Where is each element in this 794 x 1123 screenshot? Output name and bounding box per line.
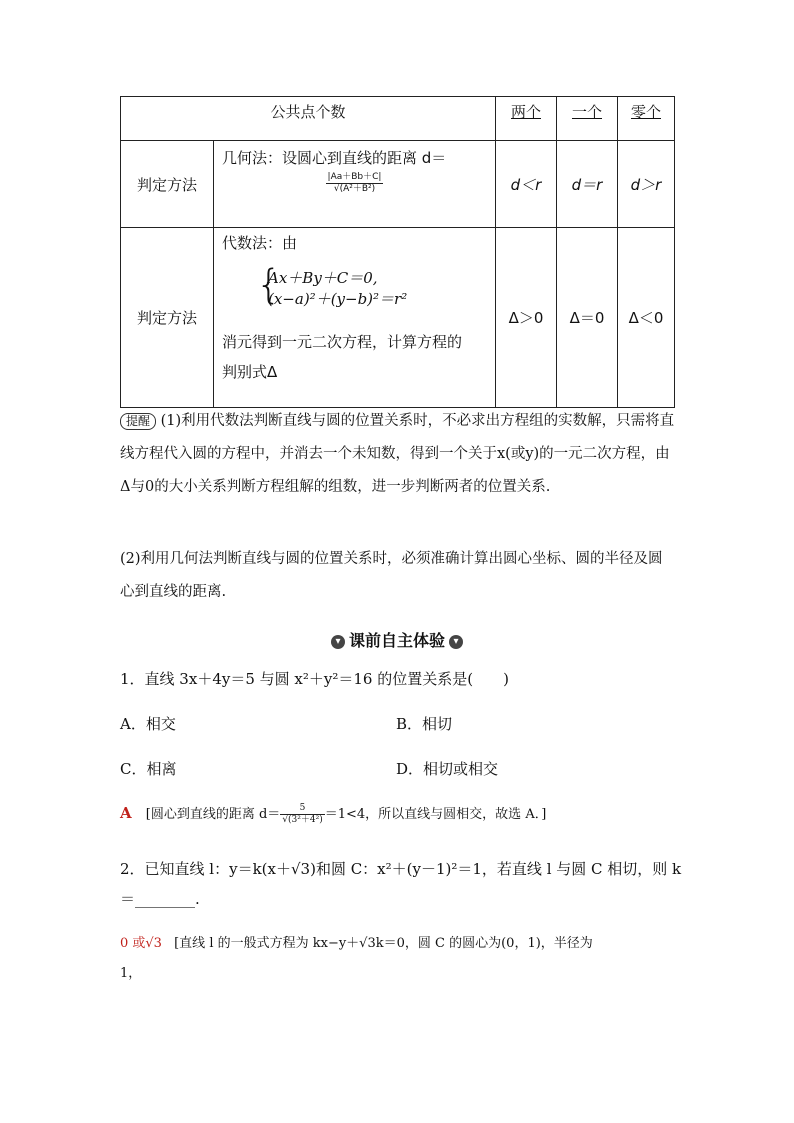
equation-system: { Ax＋By＋C＝0, (x−a)²＋(y−b)²＝r² [256, 262, 408, 308]
method-label: 判定方法 [121, 141, 214, 228]
question-2-blank: ＝________. [120, 890, 200, 908]
algebraic-method-intro: 代数法：由 [222, 234, 298, 252]
algebraic-method-cell [214, 228, 496, 408]
comparison-table [120, 96, 675, 408]
chevron-down-icon: ▾ [331, 635, 345, 649]
case-zero-alg: Δ＜0 [618, 228, 675, 408]
section-heading: ▾ 课前自主体验 ▾ [0, 628, 794, 651]
case-two-geom: d＜r [496, 141, 557, 228]
tip-paragraph-1: 提醒 (1)利用代数法判断直线与圆的位置关系时，不必求出方程组的实数解，只需将直线方程代入圆的方程中，并消去一个未知数，得到一个关于x(或y)的一元二次方程，由Δ与0的大小关系判断方程组解的组数，进一步判断两者的位置关系. [120, 413, 675, 495]
geometric-method-text: 几何法：设圆心到直线的距离 d＝ [222, 149, 447, 167]
tip-paragraph-2: (2)利用几何法判断直线与圆的位置关系时，必须准确计算出圆心坐标、圆的半径及圆心到直线的距离. [120, 551, 663, 600]
question-2-answer: 0 或√3 [直线 l 的一般式方程为 kx−y＋√3k＝0，圆 C 的圆心为(0，1)，半径为 [120, 936, 593, 951]
option-b: B．相切 [396, 715, 453, 733]
header-common-points: 公共点个数 [121, 97, 496, 141]
option-c: C．相离 [120, 760, 177, 778]
question-1-answer: A [圆心到直线的距离 d＝ $\frac{5}{\text{√(3²＋4²)}}$ ＝1<4，所以直线与圆相交，故选 A．] [120, 803, 547, 825]
question-2-stem: 2．已知直线 l：y＝k(x＋√3)和圆 C：x²＋(y－1)²＝1，若直线 l 与圆 C 相切，则 k [120, 860, 682, 878]
algebraic-method-desc: 消元得到一元二次方程，计算方程的 判别式Δ [222, 333, 463, 381]
option-d: D．相切或相交 [396, 760, 499, 778]
geometric-method-cell [214, 141, 496, 228]
question-1-stem: 1．直线 3x＋4y＝5 与圆 x²＋y²＝16 的位置关系是( ) [120, 670, 509, 688]
option-a: A．相交 [120, 715, 176, 733]
header-two: 两个 [496, 97, 557, 141]
case-one-geom: d＝r [557, 141, 618, 228]
case-zero-geom: d＞r [618, 141, 675, 228]
tip-badge: 提醒 [120, 413, 156, 430]
method-label: 判定方法 [121, 228, 214, 408]
question-2-answer-cont: 1， [120, 966, 142, 981]
case-two-alg: Δ＞0 [496, 228, 557, 408]
case-one-alg: Δ＝0 [557, 228, 618, 408]
header-one: 一个 [557, 97, 618, 141]
chevron-down-icon: ▾ [449, 635, 463, 649]
distance-formula: $\frac{|Aa+Bb+C|}{\text{√(A²＋B²)}}$ [327, 172, 382, 194]
header-zero: 零个 [618, 97, 675, 141]
